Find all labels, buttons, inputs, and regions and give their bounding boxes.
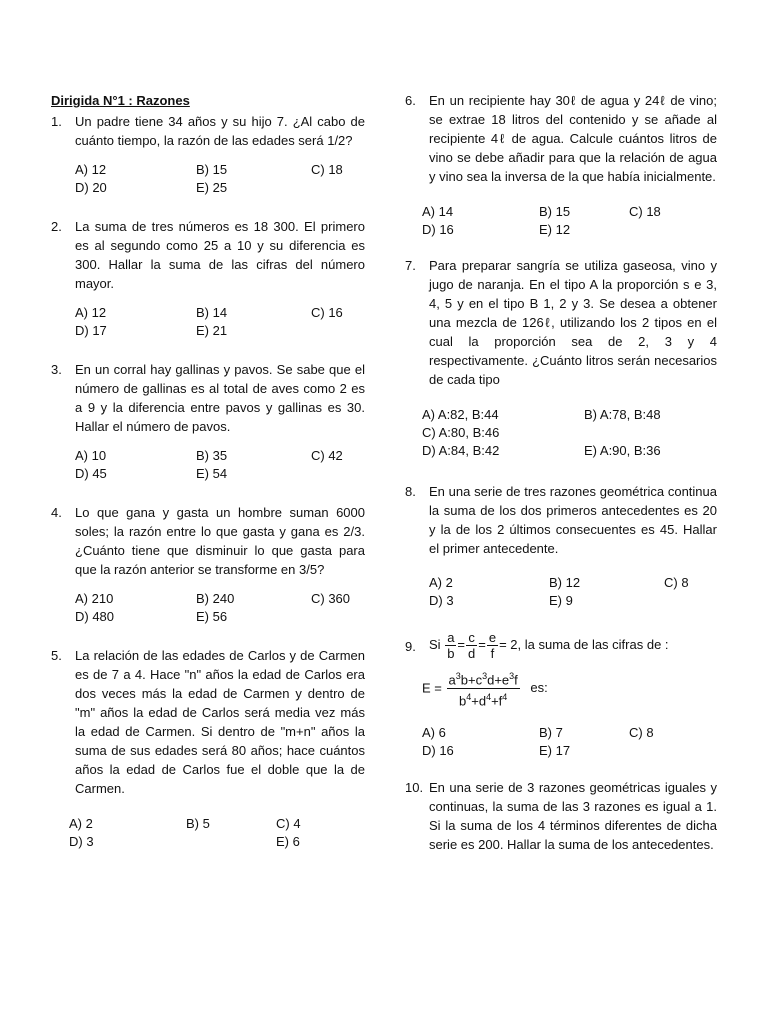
option-c: C) 16 [311, 305, 343, 320]
si-label: Si [429, 636, 441, 652]
expression-denominator: $b^4+d^4+f^4$ [458, 692, 508, 709]
option-a: A) 14 [422, 204, 454, 219]
option-a: A) 12 [75, 162, 107, 177]
option-d: D) 45 [75, 466, 107, 481]
equals-sign: = [457, 636, 466, 652]
option-d: D) 3 [429, 593, 454, 608]
option-b: B) 15 [539, 204, 571, 219]
option-c: C) 360 [311, 591, 351, 606]
denominator: f [490, 646, 495, 661]
option-c: C) 4 [276, 816, 301, 831]
question-2 [51, 217, 365, 293]
option-b: B) 35 [196, 448, 228, 463]
question-8 [405, 482, 717, 558]
question-text: Un padre tiene 34 años y su hijo 7. ¿Al cabo de cuánto tiempo, la razón de las edades será 1/2? [75, 114, 365, 148]
question-9-condition [429, 630, 717, 664]
denominator: d [468, 646, 476, 661]
question-text: La relación de las edades de Carlos y de Carmen es de 7 a 4. Hace "n" años la edad de Carlos era dos veces más la edad de Carmen y dentro de "m" años la edad de Carlos será media vez más la edad de Carmen. Si dentro de "m+n" años la suma de sus edades será 80 años; hace cuántos años la edad de Carlos fue el doble que la de Carmen. [75, 648, 365, 796]
question-number: 1. [51, 114, 62, 129]
expression-numerator: $a^3b+c^3d+e^3f$ [447, 668, 520, 689]
numerator: e [488, 630, 497, 645]
question-text: En una serie de 3 razones geométricas iguales y continuas, la suma de las 3 razones es igual a 1. Si la suma de los 4 términos diferentes de dicha serie es 200. Hallar la suma de los antecedentes. [429, 779, 717, 852]
option-a: A) 210 [75, 591, 114, 606]
question-5-options [69, 815, 365, 853]
question-1-options [75, 161, 365, 199]
fraction-c-d [466, 630, 477, 661]
option-d: D) 16 [422, 222, 454, 237]
option-c: C) 42 [311, 448, 343, 463]
question-number: 4. [51, 505, 62, 520]
option-b: B) 5 [186, 816, 210, 831]
question-number: 10. [405, 779, 424, 795]
equals-two: = 2 [499, 636, 518, 652]
question-number: 9. [405, 639, 416, 654]
left-column [51, 91, 365, 853]
fraction-e-f [487, 630, 498, 661]
option-e: E) 54 [196, 466, 228, 481]
option-a: A) 12 [75, 305, 107, 320]
question-6-options [422, 203, 717, 241]
question-2-options [75, 304, 365, 342]
option-e: E) 56 [196, 609, 228, 624]
option-b: B) 12 [549, 575, 581, 590]
option-c: C) A:80, B:46 [422, 425, 500, 440]
es-label: es: [530, 680, 548, 696]
question-number: 2. [51, 219, 62, 234]
question-4-options [75, 590, 365, 628]
option-d: D) 3 [69, 834, 94, 849]
question-5 [51, 646, 365, 798]
option-a: A) A:82, B:44 [422, 407, 499, 422]
option-d: D) 20 [75, 180, 107, 195]
option-d: D) 480 [75, 609, 115, 624]
question-number: 8. [405, 484, 416, 499]
question-7 [405, 256, 717, 389]
option-c: C) 18 [311, 162, 343, 177]
option-d: D) 17 [75, 323, 107, 338]
question-7-options [422, 406, 717, 462]
option-a: A) 2 [429, 575, 453, 590]
option-b: B) 7 [539, 724, 563, 740]
question-text: Para preparar sangría se utiliza gaseosa, vino y jugo de naranja. En el tipo A la proporción s e 3, 4, 5 y en el tipo B 1, 2 y 3. Se desea a obtener una mezcla de 126ℓ, utilizando los 2 tipos en el cual la proporción sea de 2, 3 y 4 respectivamente. ¿Cuánto litros serán necesarios de cada tipo [429, 258, 717, 387]
equals-sign: = [478, 636, 486, 652]
fraction-a-b [445, 630, 456, 661]
option-d: D) A:84, B:42 [422, 443, 500, 458]
question-9-expression [422, 668, 717, 710]
expression-fraction [447, 668, 520, 710]
option-e: E) 21 [196, 323, 228, 338]
denominator: b [447, 646, 455, 661]
question-number: 7. [405, 258, 416, 273]
right-column [405, 91, 717, 854]
option-e: E) 17 [539, 742, 571, 758]
option-b: B) 14 [196, 305, 228, 320]
question-text: En un corral hay gallinas y pavos. Se sabe que el número de gallinas es al total de aves como 2 es a 9 y la diferencia entre pavos y gallinas es 30. Hallar el número de pavos. [75, 362, 365, 434]
question-number: 3. [51, 362, 62, 377]
option-b: B) 240 [196, 591, 235, 606]
question-text: Lo que gana y gasta un hombre suman 6000 soles; la razón entre lo que gasta y gana es 2/3. ¿Cuánto tiene que disminuir lo que gasta para que la razón anterior se transforme en 3/5? [75, 505, 365, 577]
option-e: E) 12 [539, 222, 571, 237]
question-1 [51, 112, 365, 150]
option-c: C) 18 [629, 204, 661, 219]
option-c: C) 8 [629, 724, 654, 740]
question-9-options [422, 724, 717, 762]
option-a: A) 10 [75, 448, 107, 463]
question-number: 5. [51, 648, 62, 663]
option-a: A) 6 [422, 724, 446, 740]
option-e: E) 9 [549, 593, 573, 608]
question-3-options [75, 447, 365, 485]
numerator: c [466, 630, 477, 646]
option-e: E) 6 [276, 834, 300, 849]
question-number: 6. [405, 93, 416, 108]
option-b: B) A:78, B:48 [584, 407, 661, 422]
option-e: E) A:90, B:36 [584, 443, 661, 458]
option-e: E) 25 [196, 180, 228, 195]
question-text: En un recipiente hay 30ℓ de agua y 24ℓ de vino; se extrae 18 litros del contenido y se añade al recipiente 4ℓ de agua. Calcule cuántos litros de vino se debe añadir para que la relación de agua y vino sea la inversa de la que había inicialmente. [429, 93, 717, 184]
numerator: a [447, 630, 455, 645]
question-text: En una serie de tres razones geométrica continua la suma de los dos primeros antecedentes es 20 y la de los 2 últimos consecuentes es 45. Hallar el primer antecedente. [429, 484, 717, 556]
option-c: C) 8 [664, 575, 689, 590]
option-b: B) 15 [196, 162, 228, 177]
question-9-tail: , la suma de las cifras de : [517, 636, 669, 652]
question-3 [51, 360, 365, 436]
question-text: La suma de tres números es 18 300. El primero es al segundo como 25 a 10 y su diferencia es 300. Hallar la suma de las cifras del número mayor. [75, 219, 365, 291]
e-label: E = [422, 680, 442, 696]
option-a: A) 2 [69, 816, 93, 831]
question-9 [405, 630, 717, 664]
page-title: Dirigida N°1 : Razones [51, 93, 190, 108]
question-8-options [429, 574, 717, 612]
question-10 [405, 778, 717, 854]
question-4 [51, 503, 365, 579]
option-d: D) 16 [422, 742, 454, 758]
question-6 [405, 91, 717, 186]
